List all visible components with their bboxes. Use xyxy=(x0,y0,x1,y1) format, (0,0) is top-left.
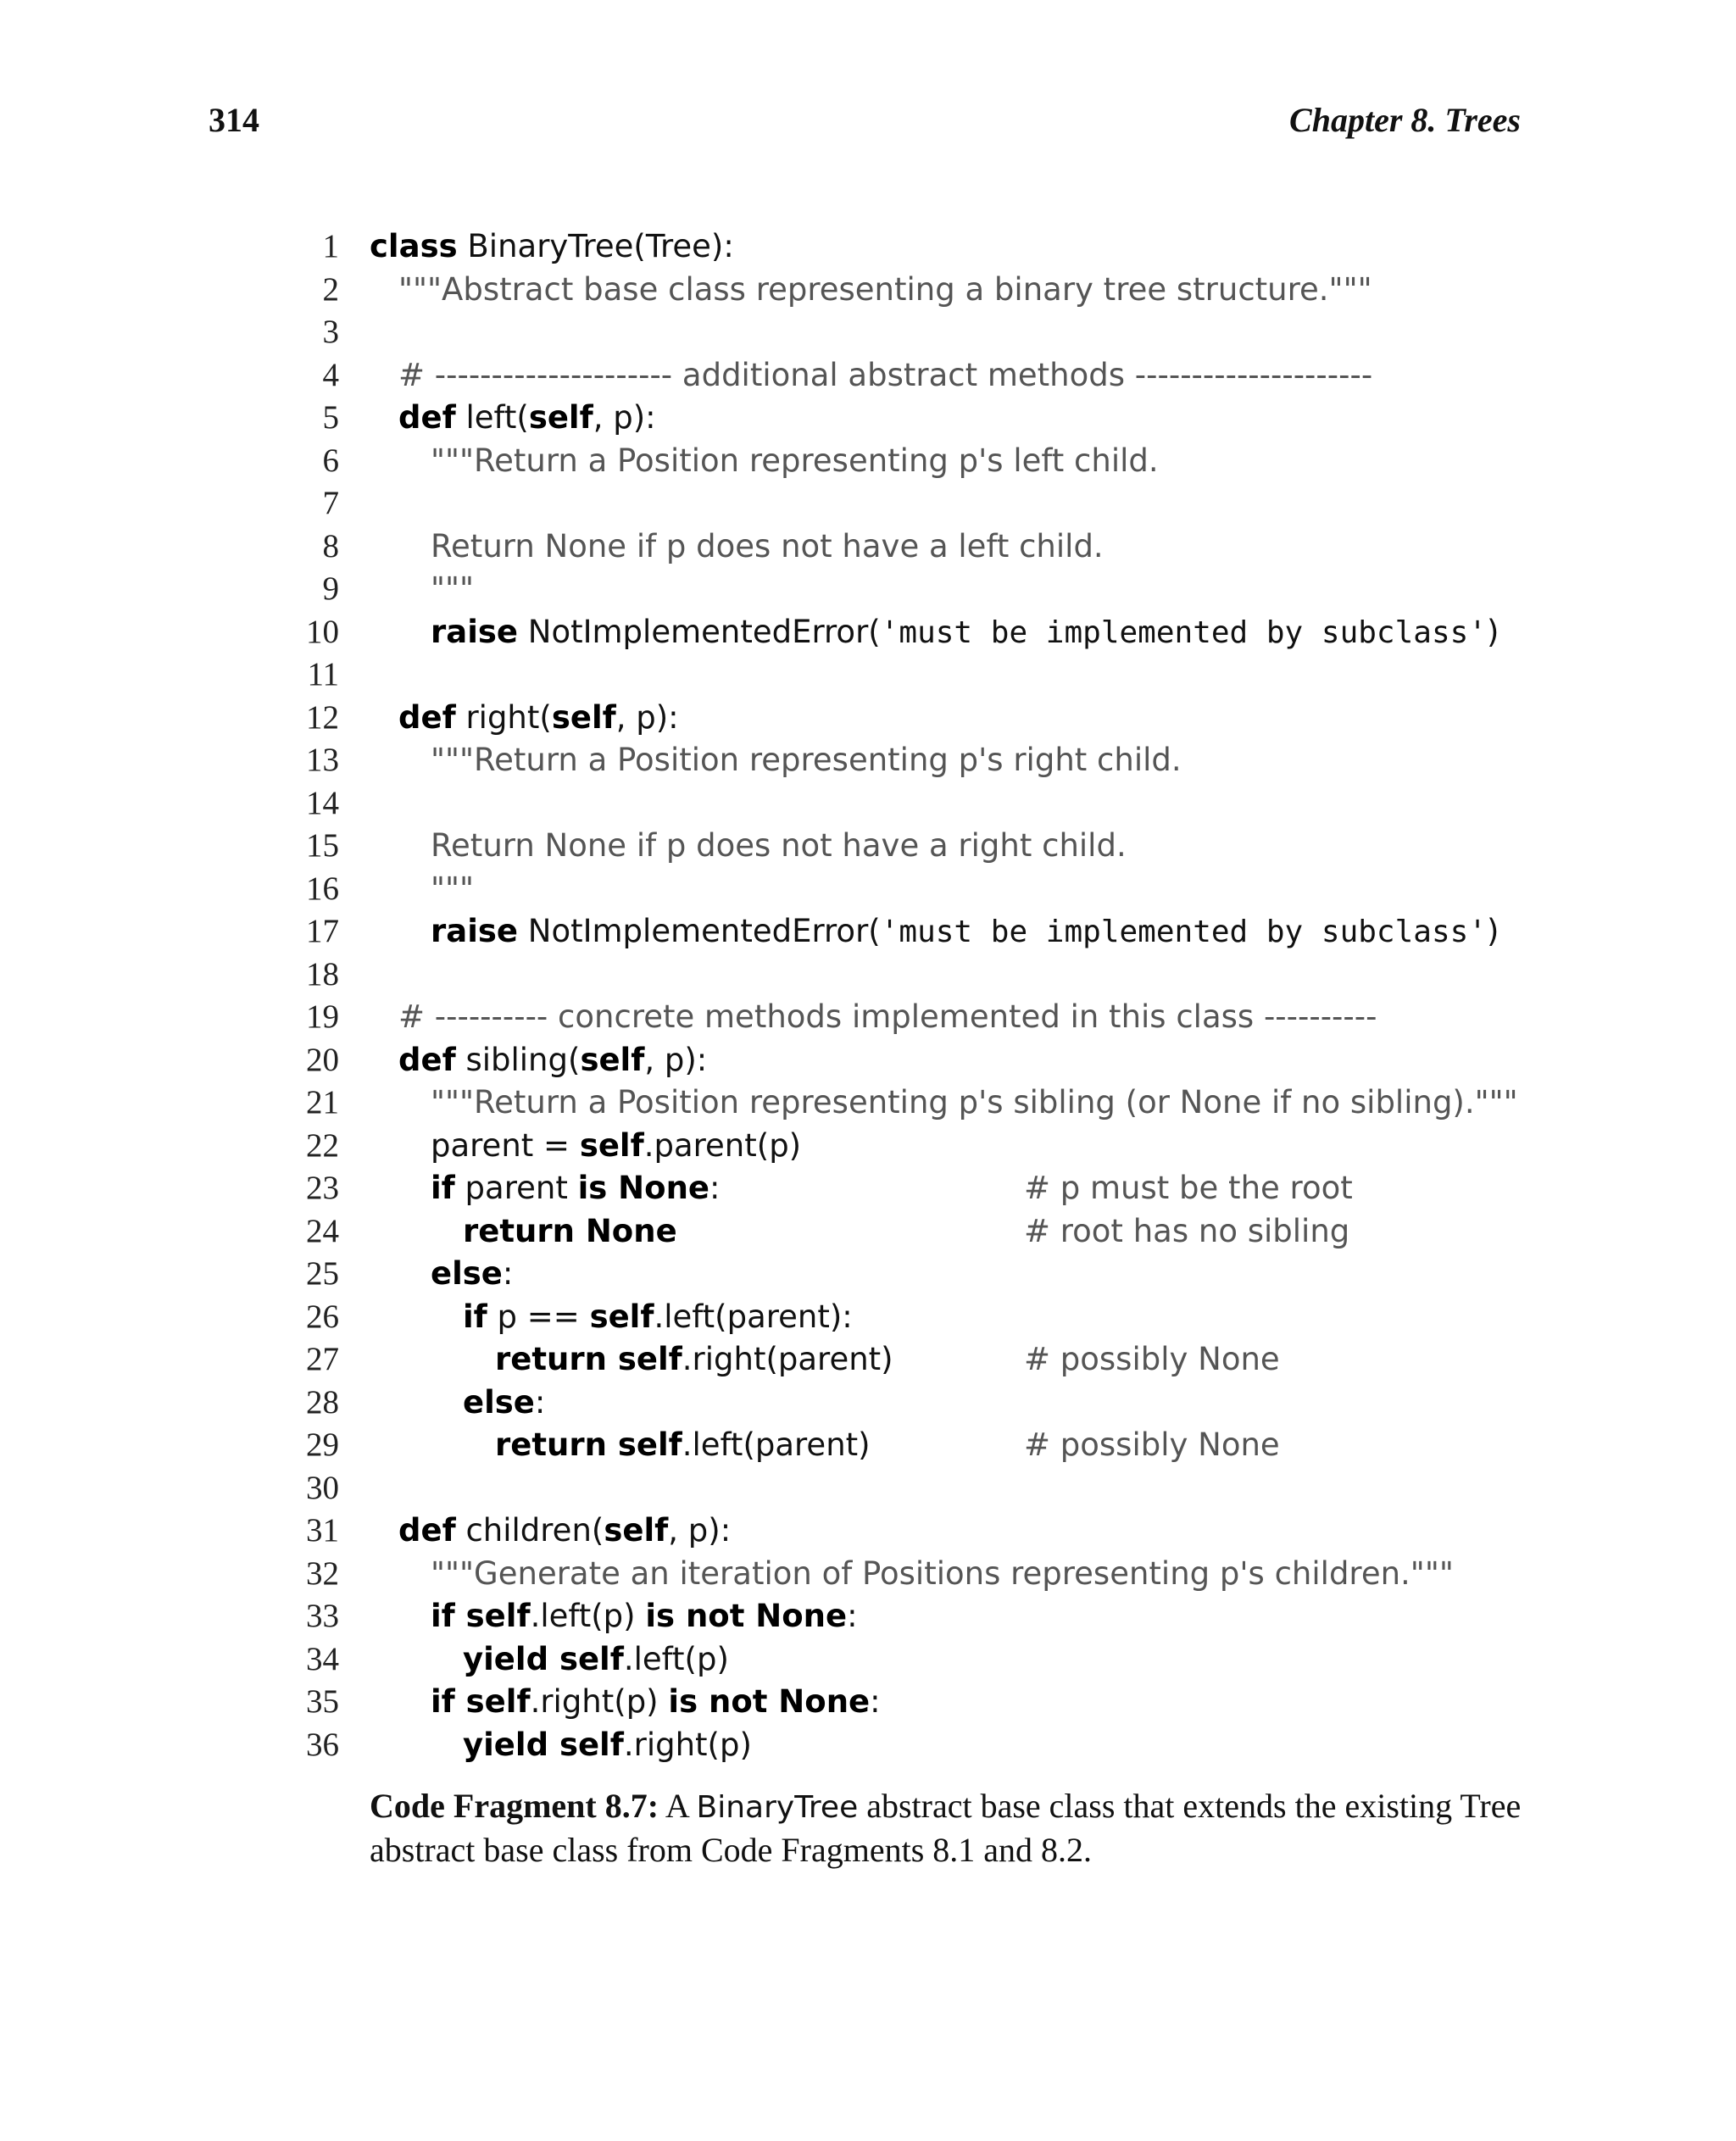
keyword: raise xyxy=(431,613,519,650)
code-token: .left(p) xyxy=(623,1640,729,1677)
code-line xyxy=(0,1082,1736,1125)
caption-text: abstract base class that extends the existing Tree abstract base class from Code Fragments 8.1 and 8.2. xyxy=(370,1787,1522,1869)
code-token: : xyxy=(502,1255,514,1292)
docstring: """Return a Position representing p's sibling (or None if no sibling).""" xyxy=(431,1084,1518,1121)
keyword: if self xyxy=(431,1683,531,1720)
line-number: 12 xyxy=(306,698,339,736)
line-number: 6 xyxy=(322,442,339,479)
line-number: 16 xyxy=(306,870,339,907)
code-token: left( xyxy=(455,399,529,436)
line-number: 8 xyxy=(322,527,339,564)
inline-comment: # possibly None xyxy=(1024,1341,1280,1377)
code-text xyxy=(370,1039,707,1082)
code-token: NotImplementedError( xyxy=(518,913,881,949)
code-text xyxy=(370,1424,871,1467)
keyword: def xyxy=(398,1512,456,1549)
comment-hash: # xyxy=(398,998,426,1035)
code-token: : xyxy=(847,1598,858,1634)
line-number: 21 xyxy=(306,1084,339,1121)
code-token: : xyxy=(709,1170,721,1206)
line-number: 32 xyxy=(306,1554,339,1592)
code-token: .right(p) xyxy=(623,1726,752,1763)
running-head: Chapter 8. Trees xyxy=(1289,101,1521,139)
code-text xyxy=(370,397,656,440)
docstring: """ xyxy=(431,570,475,607)
line-number: 7 xyxy=(322,485,339,521)
code-line xyxy=(0,910,1736,954)
keyword: def xyxy=(398,1041,456,1078)
code-text xyxy=(370,611,1499,655)
line-number: 1 xyxy=(322,228,339,264)
keyword: else xyxy=(431,1255,503,1292)
line-number: 4 xyxy=(322,356,339,393)
code-text xyxy=(370,1296,853,1339)
docstring: """Abstract base class representing a binary tree structure.""" xyxy=(398,270,1372,308)
code-line xyxy=(0,225,1736,269)
code-text xyxy=(370,1724,752,1767)
code-line xyxy=(0,1681,1736,1724)
code-text xyxy=(370,1638,729,1682)
code-text xyxy=(370,1382,545,1425)
keyword: def xyxy=(398,698,456,736)
code-listing xyxy=(0,225,1736,1766)
line-number: 11 xyxy=(307,656,339,692)
string-literal: 'must be implemented by subclass' xyxy=(880,614,1487,650)
keyword: is not None xyxy=(668,1683,871,1720)
code-line xyxy=(0,397,1736,440)
code-line xyxy=(0,1039,1736,1082)
section-comment xyxy=(370,996,1377,1039)
keyword: def xyxy=(398,399,456,436)
code-line xyxy=(0,526,1736,569)
code-text xyxy=(370,225,734,269)
code-line xyxy=(0,868,1736,911)
code-line xyxy=(0,1125,1736,1168)
line-number: 17 xyxy=(306,913,339,949)
code-line xyxy=(0,1167,1736,1210)
code-token: , p): xyxy=(593,399,656,436)
code-line xyxy=(0,1467,1736,1510)
line-number: 36 xyxy=(306,1726,339,1763)
code-token: .left(p) xyxy=(530,1598,646,1634)
code-text xyxy=(370,1253,513,1296)
code-line xyxy=(0,1253,1736,1296)
code-fragment-caption xyxy=(370,1785,1522,1871)
code-token: .right(parent) xyxy=(682,1341,893,1377)
inline-comment: # p must be the root xyxy=(1024,1170,1353,1206)
code-text xyxy=(370,697,679,740)
line-number: 30 xyxy=(306,1469,339,1506)
code-token: : xyxy=(534,1383,546,1421)
code-line xyxy=(0,1510,1736,1553)
code-text xyxy=(370,1595,858,1638)
code-text xyxy=(370,1125,801,1168)
code-line xyxy=(0,996,1736,1039)
inline-comment: # possibly None xyxy=(1024,1426,1280,1463)
code-token: , p): xyxy=(615,698,679,736)
line-number: 14 xyxy=(306,784,339,821)
keyword: self xyxy=(589,1298,654,1335)
keyword: self xyxy=(579,1126,644,1164)
code-line xyxy=(0,1553,1736,1596)
code-line xyxy=(0,1382,1736,1425)
code-line xyxy=(0,311,1736,354)
line-number: 26 xyxy=(306,1298,339,1335)
inline-comment: # root has no sibling xyxy=(1024,1212,1350,1249)
code-line xyxy=(0,782,1736,826)
section-comment xyxy=(370,354,1372,398)
code-line xyxy=(0,1424,1736,1467)
code-text xyxy=(370,1210,677,1254)
code-line xyxy=(0,653,1736,697)
code-text xyxy=(370,1167,720,1210)
code-token: p == xyxy=(487,1298,590,1335)
code-token: BinaryTree(Tree): xyxy=(457,228,734,264)
caption-label: Code Fragment 8.7: xyxy=(370,1787,659,1825)
keyword: yield self xyxy=(463,1726,624,1763)
code-line xyxy=(0,1724,1736,1767)
keyword: self xyxy=(604,1512,669,1549)
line-number: 5 xyxy=(322,399,339,436)
code-line xyxy=(0,697,1736,740)
keyword: if self xyxy=(431,1598,531,1634)
page-number: 314 xyxy=(209,101,259,139)
string-literal: 'must be implemented by subclass' xyxy=(880,915,1487,949)
code-line xyxy=(0,611,1736,654)
line-number: 35 xyxy=(306,1683,339,1720)
caption-class-name: BinaryTree xyxy=(696,1790,859,1825)
code-line xyxy=(0,1338,1736,1382)
code-token: children( xyxy=(455,1512,604,1549)
comment-text: --------------------- additional abstract methods --------------------- xyxy=(425,356,1373,393)
line-number: 9 xyxy=(322,570,339,607)
line-number: 20 xyxy=(306,1041,339,1078)
code-line xyxy=(0,1296,1736,1339)
code-token: parent = xyxy=(431,1126,580,1164)
code-token: , p): xyxy=(644,1041,708,1078)
keyword: yield self xyxy=(463,1640,624,1677)
line-number: 13 xyxy=(306,742,339,778)
code-token: .left(parent) xyxy=(682,1426,871,1463)
keyword: is None xyxy=(577,1170,710,1206)
code-text xyxy=(370,910,1499,954)
docstring: Return None if p does not have a right child. xyxy=(431,827,1127,864)
code-text xyxy=(370,1338,893,1382)
line-number: 25 xyxy=(306,1255,339,1292)
comment-text: ---------- concrete methods implemented in this class ---------- xyxy=(425,998,1377,1035)
code-line xyxy=(0,825,1736,868)
code-token: , p): xyxy=(668,1512,732,1549)
docstring: """ xyxy=(431,870,475,907)
keyword: if xyxy=(463,1298,487,1335)
keyword: self xyxy=(528,399,593,436)
docstring: """Return a Position representing p's right child. xyxy=(431,742,1182,778)
keyword: self xyxy=(551,698,616,736)
keyword: return self xyxy=(495,1426,682,1463)
keyword: else xyxy=(463,1383,535,1421)
line-number: 15 xyxy=(306,827,339,864)
line-number: 18 xyxy=(306,955,339,993)
keyword: return self xyxy=(495,1341,682,1377)
line-number: 2 xyxy=(322,270,339,308)
code-text xyxy=(370,1681,881,1724)
keyword: return None xyxy=(463,1212,677,1249)
caption-text: A xyxy=(659,1787,697,1825)
code-line xyxy=(0,269,1736,312)
code-token: .left(parent): xyxy=(654,1298,853,1335)
code-token: right( xyxy=(455,698,552,736)
line-number: 24 xyxy=(306,1212,339,1249)
line-number: 27 xyxy=(306,1341,339,1377)
code-line xyxy=(0,1595,1736,1638)
docstring: Return None if p does not have a left child. xyxy=(431,527,1104,564)
keyword: if xyxy=(431,1170,455,1206)
keyword: class xyxy=(370,228,458,264)
code-token: parent xyxy=(454,1170,578,1206)
line-number: 29 xyxy=(306,1426,339,1463)
keyword: is not None xyxy=(645,1598,848,1634)
line-number: 19 xyxy=(306,998,339,1035)
docstring: """Return a Position representing p's left child. xyxy=(431,442,1159,479)
line-number: 3 xyxy=(322,314,339,350)
code-token: NotImplementedError( xyxy=(518,613,881,650)
code-line xyxy=(0,354,1736,398)
line-number: 33 xyxy=(306,1598,339,1634)
line-number: 22 xyxy=(306,1126,339,1164)
comment-hash: # xyxy=(398,356,426,393)
code-line xyxy=(0,568,1736,611)
code-token: ) xyxy=(1486,913,1500,949)
line-number: 31 xyxy=(306,1512,339,1549)
code-text xyxy=(370,1510,731,1553)
code-token: sibling( xyxy=(455,1041,581,1078)
docstring: """Generate an iteration of Positions representing p's children.""" xyxy=(431,1554,1454,1592)
keyword: self xyxy=(580,1041,645,1078)
code-line xyxy=(0,440,1736,483)
code-line xyxy=(0,1210,1736,1254)
line-number: 23 xyxy=(306,1170,339,1206)
code-token: ) xyxy=(1486,613,1500,650)
code-line xyxy=(0,739,1736,782)
code-line xyxy=(0,482,1736,526)
code-line xyxy=(0,1638,1736,1682)
code-token: .right(p) xyxy=(530,1683,669,1720)
keyword: raise xyxy=(431,913,519,949)
line-number: 28 xyxy=(306,1383,339,1421)
code-token: .parent(p) xyxy=(643,1126,802,1164)
line-number: 10 xyxy=(306,613,339,650)
line-number: 34 xyxy=(306,1640,339,1677)
code-token: : xyxy=(870,1683,881,1720)
code-line xyxy=(0,954,1736,997)
